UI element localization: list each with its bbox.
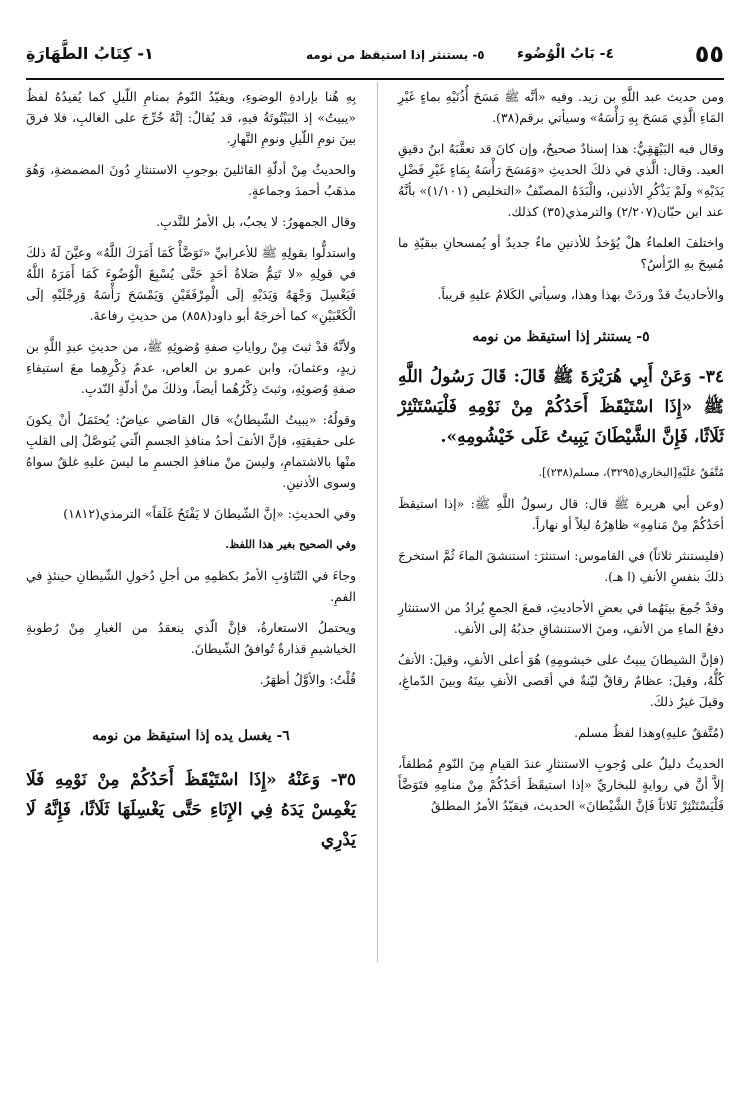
paragraph: الحديثُ دليلٌ على وُجوبِ الاستنثارِ عندَ القيامِ مِنَ النّومِ مُطلقاً، إلاَّ أنَّ في روايةٍ للبخاريِّ «إذا استيقَظَ أحَدُكُمْ مِنْ منامِهِ فتَوَضَّأَ فَلْيَسْتَنْثِرْ ثَلاثاً فَإنَّ الشَّيْطانَ» الحديث، فيقيّدُ الأمرُ المطلقُ	[398, 756, 724, 813]
hadith-reference: مُتَّفَقٌ عَلَيْهِ[البخاري(٣٢٩٥)، مسلم(٢٣٨)].	[538, 466, 724, 479]
paragraph: وقال فيه البَيْهَقِيُّ: هذا إسنادٌ صحيحٌ، وإن كانَ قد تعقَّبَهُ ابنُ دقيقِ العيد. وقال: الَّذي في ذلكَ الحديثِ «وَمَسَحَ رَأْسَهُ بِمَاءٍ غَيْرِ فَضْلِ يَدَيْهِ» ولَمْ يَذْكُرِ الأذنين، والْبَدَهُ المصنّفُ «التخليص (١/١٠١)» بأنَّهُ عند ابن حبّان(٢/٢٠٧) والترمذي(٣٥) كذلك.	[398, 141, 724, 219]
paragraph: والحديثُ مِنْ أدلّةِ القائلينَ بوجوبِ الاستنثارِ دُونَ المضمضةِ، وَهُوَ مذهَبُ أحمدَ وجماعةٍ.	[26, 162, 356, 198]
paragraph: وقدْ جُمِعَ بينَهُما في بعضِ الأحاديثِ، فمعَ الجمعِ يُرادُ من الاستنثارِ دفعُ الماءِ من الأنفِ، ومنَ الاستنشاقِ جذبُهُ إلى الأنفِ.	[398, 600, 724, 636]
right-column	[398, 86, 724, 826]
paragraph: وقولُهُ: «يبيتُ الشّيطانُ» قال القاضي عياضٌ: يُحتَمَلُ أنْ يكونَ على حقيقتِهِ، فإنَّ الأنفَ أحدُ منافذِ الجسمِ الّتي يُتوصَّلُ إلى القلبِ منْها بالاشتمامِ، وليسَ منْ منافذِ الجسمِ ما ليسَ عليهِ غلقٌ سواهُ وسوى الأذنينِ.	[26, 412, 356, 490]
paragraph: ومن حديث عبد اللَّهِ بن زيد. وفيه «أنَّه ﷺ مَسَحَ أُذُنَيْهِ بماءٍ غَيْرِ المَاءِ الَّذِي مَسَحَ بِهِ رَأْسَهُ» وسيأتي برقم(٣٨).	[398, 89, 724, 125]
hadith-text: ٣٤- وَعَنْ أَبِي هُرَيْرَةَ ﷺ قَالَ: قَالَ رَسُولُ اللَّهِ ﷺ «إِذَا اسْتَيْقَظَ أَحَدُكُمْ مِنْ نَوْمِهِ فَلْيَسْتَنْثِرْ ثَلَاثًا، فَإِنَّ الشَّيْطَانَ يَبِيتُ عَلَى خَيْشُومِهِ».	[398, 367, 724, 447]
paragraph: ولأنَّهُ قدْ ثبتَ مِنْ رواياتِ صفةِ وُضوئِهِ ﷺ، من حديثِ عبدِ اللَّهِ بن زيدٍ، وعثمانَ، وابن عمرو بن العاص، عدمُ ذِكْرِهِما معَ استيفاءِ صفةِ وُضوئِهِ، وثبتَ ذِكْرُهُما أيضاً، وذلكَ منْ أدلّةِ النّدبِ.	[26, 339, 356, 396]
paragraph: والأحاديثُ قدْ وردَتْ بهذا وهذا، وسيأتي الكَلامُ عليهِ قريباً.	[437, 287, 724, 302]
paragraph: (مُتَّفقٌ عليهِ)وهذا لفظُ مسلم.	[574, 725, 724, 740]
paragraph: (فليستنثر ثلاثاً) في القاموس: استنثرَ: استنشقَ الماءَ ثُمَّ استخرجَ ذلكَ بنفسِ الأنفِ (ا هـ).	[398, 548, 724, 584]
paragraph: واستدلُّوا بقولِهِ ﷺ للأعرابيِّ «تَوَضَّأْ كَمَا أَمَرَكَ اللَّهُ» وعيَّنَ لَهُ ذلكَ في قولِهِ «لا تَتِمُّ صَلاةُ أحَدٍ حَتَّى يُسْبِغَ الْوُضُوءَ كَمَا أَمَرَهُ اللَّهُ فَيَغْسِلَ وَجْهَهُ وَيَدَيْهِ إلَى الْمِرْفَقَيْنِ وَيَمْسَحَ رَأْسَهُ وَرِجْلَيْهِ إلَى الْكَعْبَيْنِ» كما أخرجَهُ أبو داود(٨٥٨) من حديثِ رفاعةَ.	[26, 245, 356, 323]
left-column	[26, 86, 356, 865]
section-heading: ٦- يغسل يده إذا استيقظ من نومه	[92, 728, 290, 744]
paragraph: بِهِ هُنا بإرادةِ الوضوءِ، ويقيّدُ النّومُ بمنامِ اللّيلِ كما يُفيدُهُ لفظُ «يبيتُ» إذ البَيْتُوتَةُ فيهِ، قد يُقالُ: إنَّهُ خُرِّجَ على الغالبِ، فلا فرقَ بينَ نومِ اللّيلِ ونومِ النَّهارِ.	[26, 89, 356, 146]
chapter-title: ٤- بَابُ الْوُضُوء	[517, 46, 614, 62]
paragraph: وفي الحديثِ: «إنَّ الشّيطانَ لا يَفْتَحُ غَلَقاً» الترمذي(١٨١٢)	[63, 506, 356, 521]
paragraph: (فإنَّ الشيطانَ يبيتُ على خيشومِهِ) هُوَ أعلى الأنفِ، وقيلَ: الأنفُ كُلُّهُ، وقيلَ: عظامٌ رقاقٌ ليّنةٌ في أقصى الأنفِ بينَهُ وبينَ الدّماغِ، وقيلَ غيرُ ذلكَ.	[398, 652, 724, 709]
section-running-title: ٥- يستنثر إذا استيقظ من نومه	[306, 48, 485, 62]
paragraph: قُلْتُ: والأوَّلُ أظهَرُ.	[259, 672, 356, 687]
page-number: ٥٥	[694, 40, 724, 68]
hadith-text: ٣٥- وَعَنْهُ «إِذَا اسْتَيْقَظَ أَحَدُكُمْ مِنْ نَوْمِهِ فَلَا يَغْمِسْ يَدَهُ فِي الإِنَاءِ حَتَّى يَغْسِلَهَا ثَلَاثًا، فَإِنَّهُ لَا يَدْرِي	[26, 770, 356, 850]
note: وفي الصحيح بغير هذا اللفظ.	[225, 538, 356, 551]
section-heading: ٥- يستنثر إذا استيقظ من نومه	[472, 329, 650, 345]
book-title: ١- كِتَابُ الطَّهَارَةِ	[26, 44, 154, 63]
paragraph: وجاءَ في التّثاؤبِ الأمرُ بكظمِهِ من أجلِ دُخولِ الشّيطانِ حينئذٍ في الفمِ.	[26, 568, 356, 604]
paragraph: وقال الجمهورُ: لا يجبُ، بل الأمرُ للنَّدبِ.	[156, 214, 356, 229]
paragraph: واختلفَ العلماءُ هلْ يُؤخذُ للأذنينِ ماءٌ جديدٌ أو يُمسحانِ ببقيّةِ ما مُسِحَ بهِ الرّأسُ؟	[398, 235, 724, 271]
column-divider	[377, 82, 378, 962]
paragraph: ويحتملُ الاستعارةُ، فإنَّ الّذي ينعقدُ من الغبارِ مِنْ رُطوبةِ الخياشيمِ قذارةٌ تُوافقُ الشّيطانَ.	[26, 620, 356, 656]
page-header	[26, 38, 724, 80]
paragraph: (وعن أبي هريرة ﷺ قال: قال رسولُ اللَّهِ ﷺ: «إذا استيقظَ أحَدُكُمْ مِنْ مَنامِهِ» ظاهِرُهُ ليلاً أو نهاراً.	[398, 496, 724, 532]
